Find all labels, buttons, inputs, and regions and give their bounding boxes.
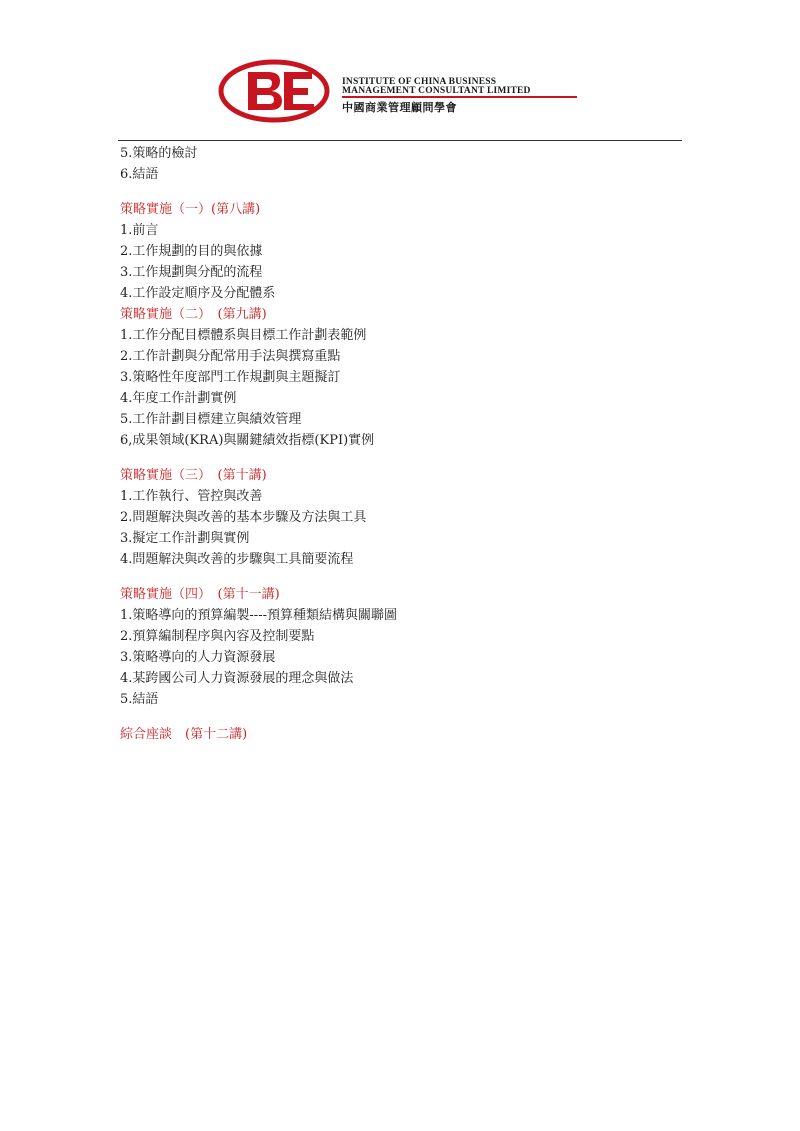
- list-item: 4.年度工作計劃實例: [120, 391, 237, 406]
- list-item: 2.預算編制程序與內容及控制要點: [120, 629, 315, 644]
- section-heading: 策略實施（三） (第十講): [120, 468, 267, 483]
- list-item: 1.策略導向的預算編製----預算種類結構與關聯圖: [120, 608, 397, 623]
- list-item: 1.工作分配目標體系與目標工作計劃表範例: [120, 328, 367, 343]
- org-name-english-line-2: MANAGEMENT CONSULTANT LIMITED: [342, 86, 531, 96]
- list-item: 2.工作計劃與分配常用手法與撰寫重點: [120, 349, 341, 364]
- list-item: 1.工作執行、管控與改善: [120, 489, 263, 504]
- org-name-chinese: 中國商業管理顧問學會: [342, 101, 457, 114]
- list-item: 6,成果領域(KRA)與關鍵績效指標(KPI)實例: [120, 433, 375, 448]
- list-item: 2.工作規劃的目的與依據: [120, 244, 263, 259]
- spacer: [120, 185, 690, 199]
- list-item: 3.擬定工作計劃與實例: [120, 531, 250, 546]
- section-heading: 綜合座談 (第十二講): [120, 727, 248, 742]
- list-item: 4.工作設定順序及分配體系: [120, 286, 276, 301]
- spacer: [120, 710, 690, 724]
- spacer: [120, 570, 690, 584]
- org-name-underline: [342, 96, 577, 98]
- list-item: 4.某跨國公司人力資源發展的理念與做法: [120, 671, 354, 686]
- list-item: 2.問題解決與改善的基本步驟及方法與工具: [120, 510, 367, 525]
- list-item: 5.工作計劃目標建立與績效管理: [120, 412, 302, 427]
- list-item: 3.工作規劃與分配的流程: [120, 265, 263, 280]
- org-name-english-line-1: INSTITUTE OF CHINA BUSINESS: [342, 77, 497, 87]
- list-item: 1.前言: [120, 223, 159, 238]
- list-item: 5.結語: [120, 692, 159, 707]
- list-item: 4.問題解決與改善的步驟與工具簡要流程: [120, 552, 354, 567]
- list-item: 5.策略的檢討: [120, 146, 198, 161]
- institute-logo-icon: [218, 58, 338, 124]
- header-divider: [118, 140, 682, 141]
- list-item: 3.策略性年度部門工作規劃與主題擬訂: [120, 370, 341, 385]
- section-heading: 策略實施（四） (第十一講): [120, 587, 280, 602]
- page-header: [0, 0, 800, 145]
- list-item: 3.策略導向的人力資源發展: [120, 650, 276, 665]
- section-heading: 策略實施（一）(第八講): [120, 202, 261, 217]
- list-item: 6.結語: [120, 167, 159, 182]
- document-body: [120, 143, 690, 745]
- section-heading: 策略實施（二） (第九講): [120, 307, 267, 322]
- spacer: [120, 451, 690, 465]
